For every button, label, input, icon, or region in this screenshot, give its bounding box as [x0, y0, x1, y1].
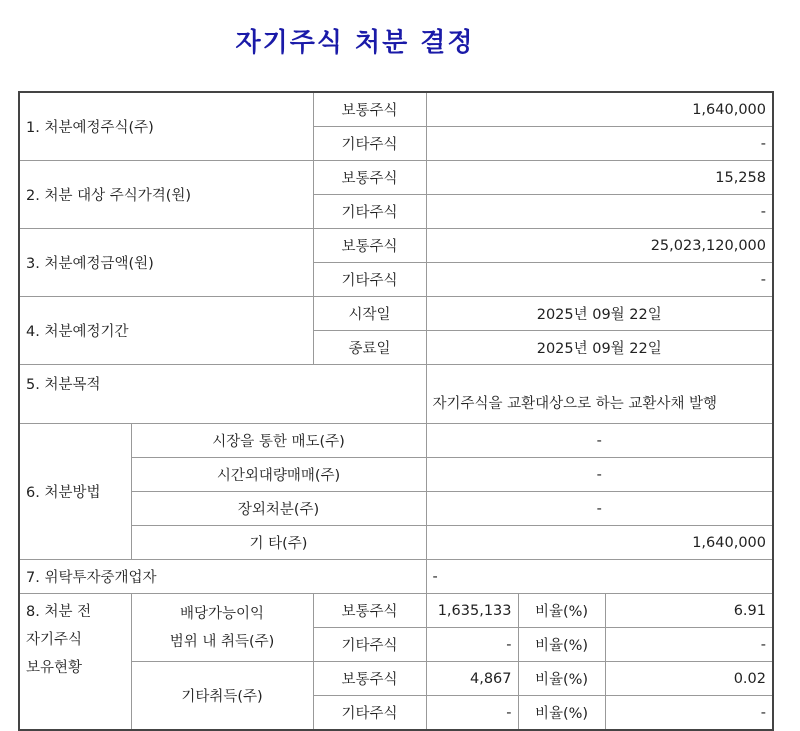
row-label-line: 자기주식: [26, 632, 83, 648]
method-label: 장외처분(주): [131, 492, 426, 526]
row-label: 6. 처분방법: [19, 424, 131, 560]
ratio-label: 비율(%): [518, 594, 605, 628]
value-cell: -: [426, 195, 773, 229]
table-row: [19, 594, 773, 628]
method-label: 기 타(주): [131, 526, 426, 560]
method-label: 시장을 통한 매도(주): [131, 424, 426, 458]
ratio-value: 0.02: [605, 662, 773, 696]
share-type-label: 기타주식: [313, 127, 426, 161]
holding-category-line: 배당가능이익: [179, 605, 265, 622]
ratio-value: -: [605, 696, 773, 731]
method-label: 시간외대량매매(주): [131, 458, 426, 492]
ratio-value: -: [605, 628, 773, 662]
ratio-label: 비율(%): [518, 628, 605, 662]
quantity-value: -: [426, 696, 518, 731]
share-type-label: 기타주식: [313, 628, 426, 662]
start-date-value: 2025년 09월 22일: [426, 297, 773, 331]
value-cell: -: [426, 263, 773, 297]
row-label: 4. 처분예정기간: [19, 297, 313, 365]
row-label: 2. 처분 대상 주식가격(원): [19, 161, 313, 229]
ratio-value: 6.91: [605, 594, 773, 628]
disposal-table: [18, 91, 774, 731]
share-type-label: 기타주식: [313, 696, 426, 731]
method-value: -: [426, 458, 773, 492]
ratio-label: 비율(%): [518, 662, 605, 696]
quantity-value: 1,635,133: [426, 594, 518, 628]
share-type-label: 보통주식: [313, 594, 426, 628]
holding-category-line: 범위 내 취득(주): [169, 633, 275, 650]
end-date-label: 종료일: [313, 331, 426, 365]
row-label: 3. 처분예정금액(원): [19, 229, 313, 297]
table-row: [19, 92, 773, 127]
share-type-label: 기타주식: [313, 263, 426, 297]
share-type-label: 보통주식: [313, 161, 426, 195]
share-type-label: 보통주식: [313, 229, 426, 263]
method-value: 1,640,000: [426, 526, 773, 560]
quantity-value: 4,867: [426, 662, 518, 696]
table-row: [19, 297, 773, 331]
purpose-value: 자기주식을 교환대상으로 하는 교환사채 발행: [426, 365, 773, 424]
ratio-label: 비율(%): [518, 696, 605, 731]
table-row: [19, 424, 773, 458]
end-date-value: 2025년 09월 22일: [426, 331, 773, 365]
table-row: [19, 492, 773, 526]
value-cell: 15,258: [426, 161, 773, 195]
share-type-label: 기타주식: [313, 195, 426, 229]
row-label: 7. 위탁투자중개업자: [19, 560, 426, 594]
quantity-value: -: [426, 628, 518, 662]
start-date-label: 시작일: [313, 297, 426, 331]
table-row: [19, 365, 773, 424]
method-value: -: [426, 424, 773, 458]
row-label: 5. 처분목적: [19, 365, 426, 424]
table-row: [19, 229, 773, 263]
method-value: -: [426, 492, 773, 526]
value-cell: 25,023,120,000: [426, 229, 773, 263]
table-row: [19, 526, 773, 560]
broker-value: -: [426, 560, 773, 594]
share-type-label: 보통주식: [313, 662, 426, 696]
row-label-line: 보유현황: [26, 660, 83, 676]
value-cell: -: [426, 127, 773, 161]
table-row: [19, 161, 773, 195]
holding-category: [131, 594, 313, 662]
row-label-line: 8. 처분 전: [26, 604, 92, 620]
row-label: 1. 처분예정주식(주): [19, 92, 313, 161]
row-label: [19, 594, 131, 731]
share-type-label: 보통주식: [313, 92, 426, 127]
value-cell: 1,640,000: [426, 92, 773, 127]
holding-category: 기타취득(주): [131, 662, 313, 731]
table-row: [19, 662, 773, 696]
table-row: [19, 458, 773, 492]
page-title: 자기주식 처분 결정: [235, 28, 475, 58]
table-row: [19, 560, 773, 594]
